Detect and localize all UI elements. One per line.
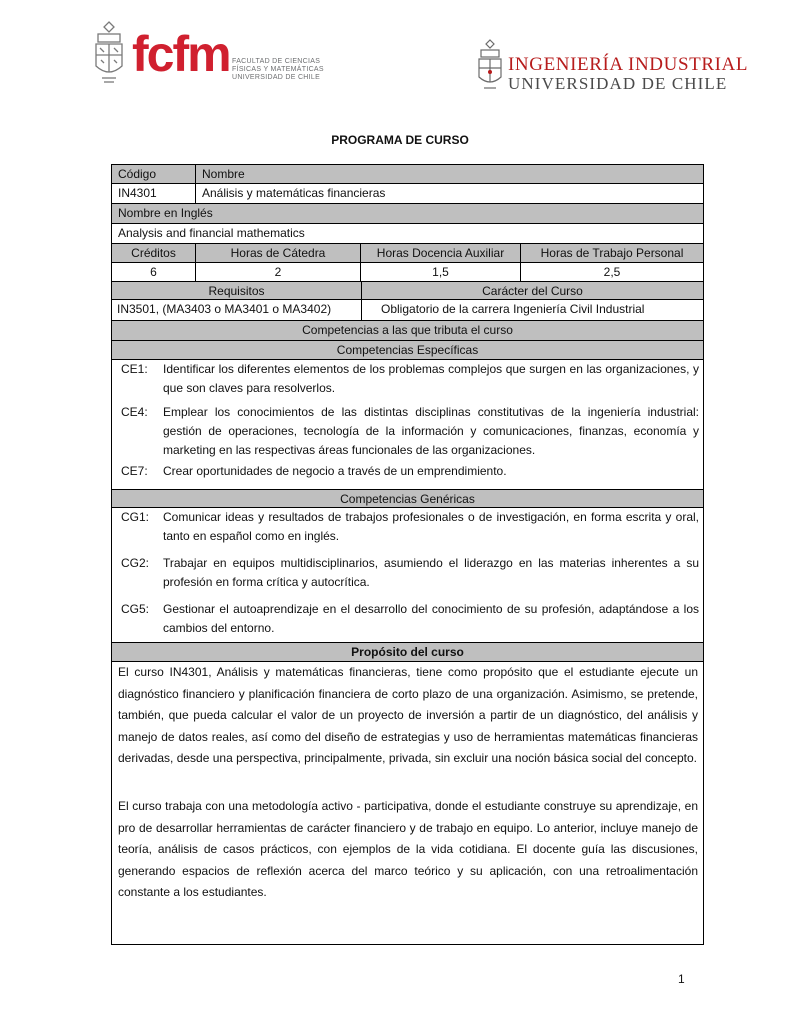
- proposito-label: Propósito del curso: [351, 645, 464, 659]
- list-item: [121, 403, 699, 461]
- competencias-label: Competencias a las que tributa el curso: [302, 323, 513, 337]
- page-number: 1: [678, 972, 685, 986]
- requisitos-label: Requisitos: [208, 284, 265, 298]
- competency-code: CG5:: [121, 602, 150, 616]
- especificas-label: Competencias Específicas: [336, 343, 479, 357]
- horas-auxiliar-value: 1,5: [360, 263, 520, 281]
- especificas-list: [112, 360, 703, 490]
- horas-auxiliar-label: Horas Docencia Auxiliar: [360, 244, 520, 262]
- creditos-label: Créditos: [131, 246, 176, 260]
- fcfm-logo: [92, 20, 337, 92]
- list-item: [121, 360, 699, 398]
- university-seal-icon: [92, 20, 126, 86]
- faculty-name: [232, 58, 324, 82]
- ingenieria-industrial-logo: [476, 38, 749, 96]
- proposito-paragraph: El curso trabaja con una metodología activo - participativa, donde el estudiante construye su aprendizaje, en pro de desarrollar herramientas de carácter financiero y de trabajo en equipo. Lo anterior, incluye manejo de teoría, análisis de casos prácticos, con ejemplos de la vida cotidiana. El docente guía las discusiones, generando espacios de reflexión acerca del marco teórico y su aplicación, con una retroalimentación constante a los estudiantes.: [118, 799, 698, 899]
- page-header: [0, 0, 800, 110]
- english-name-header-row: [112, 204, 703, 224]
- fcfm-text: fcfm: [132, 26, 230, 82]
- requisitos-value: IN3501, (MA3403 o MA3401 o MA3402): [117, 302, 332, 316]
- english-name: Analysis and financial mathematics: [118, 226, 305, 240]
- hours-header-row: [112, 244, 703, 263]
- list-item: [121, 600, 699, 638]
- english-name-row: [112, 224, 703, 244]
- competency-text: Emplear los conocimientos de las distintas disciplinas constitutivas de la ingeniería industrial: gestión de operaciones, tecnología de la información y comunicaciones, finanzas, economía y marketing en las respectivas áreas funcionales de las organizaciones.: [163, 405, 699, 457]
- university-name: UNIVERSIDAD DE CHILE: [508, 74, 728, 93]
- competency-text: Trabajar en equipos multidisciplinarios, asumiendo el liderazgo en las materias inherentes a su profesión en forma crítica y autocrítica.: [163, 556, 699, 589]
- list-item: [121, 554, 699, 592]
- nombre-label: Nombre: [195, 165, 703, 183]
- especificas-header-row: [112, 341, 703, 360]
- requisitos-row: [112, 300, 703, 321]
- competency-code: CE4:: [121, 405, 148, 419]
- course-table: [111, 164, 704, 945]
- code-name-header-row: [112, 165, 703, 184]
- genericas-list: [112, 508, 703, 643]
- competency-text: Comunicar ideas y resultados de trabajos profesionales o de investigación, en forma escrita y oral, tanto en español como en inglés.: [163, 510, 699, 543]
- proposito-header-row: [112, 643, 703, 662]
- university-seal-icon: [476, 38, 504, 94]
- caracter-label: Carácter del Curso: [361, 282, 703, 299]
- horas-personal-label: Horas de Trabajo Personal: [520, 244, 703, 262]
- fcfm-wordmark: [132, 26, 230, 82]
- competency-code: CG1:: [121, 510, 150, 524]
- competency-code: CE1:: [121, 362, 148, 376]
- horas-personal-value: 2,5: [520, 263, 703, 281]
- course-code: IN4301: [118, 186, 157, 200]
- competency-text: Gestionar el autoaprendizaje en el desarrollo del conocimiento de su profesión, adaptándose a los cambios del entorno.: [163, 602, 699, 635]
- genericas-header-row: [112, 490, 703, 508]
- document-title: PROGRAMA DE CURSO: [331, 133, 469, 147]
- creditos-value: 6: [150, 265, 157, 279]
- genericas-label: Competencias Genéricas: [340, 492, 475, 506]
- codigo-label: Código: [118, 167, 157, 181]
- course-name: Análisis y matemáticas financieras: [195, 184, 703, 203]
- list-item: [121, 462, 699, 482]
- competency-text: Identificar los diferentes elementos de los problemas complejos que surgen en las organizaciones, y que son claves para resolverlos.: [163, 362, 699, 395]
- proposito-paragraph: El curso IN4301, Análisis y matemáticas financieras, tiene como propósito que el estudiante ejecute un diagnóstico financiero y planificación financiera de corto plazo de una organización. Asimismo, se pretende, también, que pueda calcular el valor de un proyecto de inversión a partir de un diagnóstico, del análisis y manejo de datos reales, así como del diseño de estrategias y uso de herramientas matemáticas financieras derivadas, desde una perspectiva, principalmente, privada, sin excluir una noción básica social del concepto.: [118, 665, 698, 765]
- competencias-header-row: [112, 321, 703, 341]
- code-name-row: [112, 184, 703, 204]
- hours-values-row: [112, 263, 703, 282]
- horas-catedra-label: Horas de Cátedra: [195, 244, 360, 262]
- horas-catedra-value: 2: [195, 263, 360, 281]
- competency-code: CG2:: [121, 556, 150, 570]
- faculty-line: UNIVERSIDAD DE CHILE: [232, 74, 321, 81]
- department-name: INGENIERÍA INDUSTRIAL: [508, 54, 749, 75]
- english-name-label: Nombre en Inglés: [118, 206, 213, 220]
- faculty-line: FACULTAD DE CIENCIAS: [232, 58, 321, 65]
- faculty-line: FÍSICAS Y MATEMÁTICAS: [232, 66, 324, 73]
- requisitos-header-row: [112, 282, 703, 300]
- competency-code: CE7:: [121, 464, 148, 478]
- competency-text: Crear oportunidades de negocio a través de un emprendimiento.: [163, 464, 507, 478]
- list-item: [121, 508, 699, 546]
- caracter-value: Obligatorio de la carrera Ingeniería Civil Industrial: [361, 300, 703, 320]
